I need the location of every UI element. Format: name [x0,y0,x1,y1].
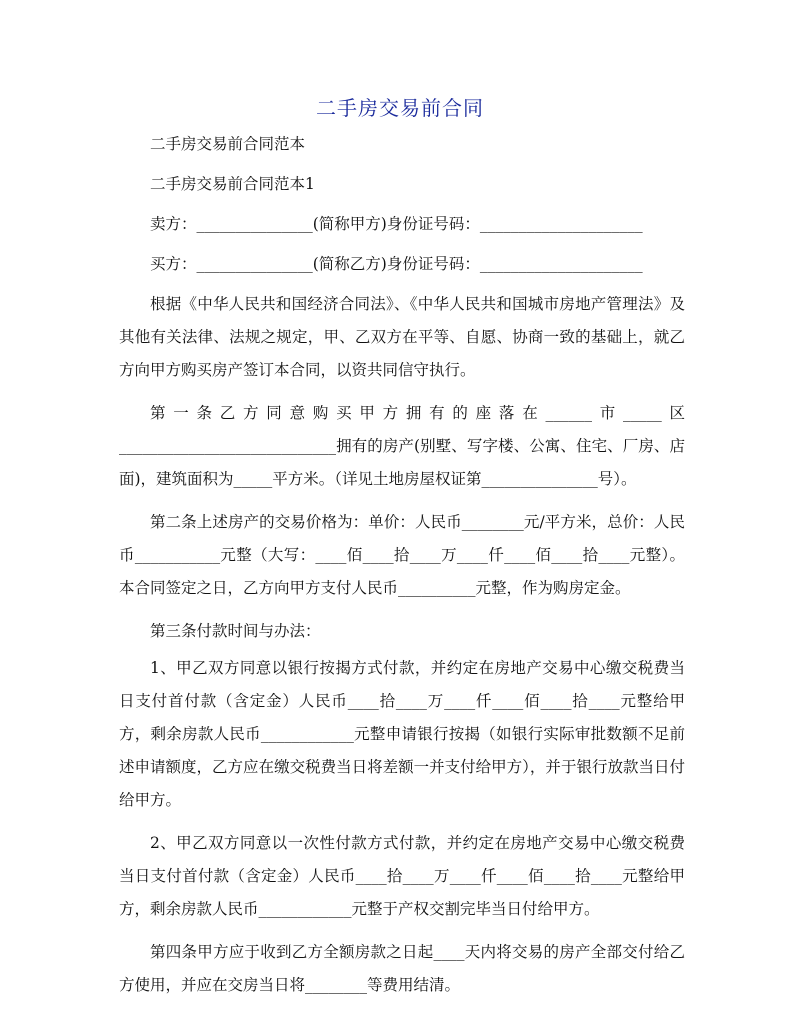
paragraph-subtitle: 二手房交易前合同范本 [150,135,306,153]
paragraph-article-3-heading: 第三条付款时间与办法： [150,622,321,640]
paragraph-article-3-item-2: 2、甲乙双方同意以一次性付款方式付款，并约定在房地产交易中心缴交税费当日支付首付款（含定金）人民币____拾____万____仟____佰____拾____元整给甲方，剩余房款人民币____________元整于产权交割完毕当日付给甲方。 [119,834,685,918]
paragraph-seller-line: 卖方：_______________(简称甲方)身份证号码：_____________________ [150,215,643,233]
paragraph-article-3-item-1: 1、甲乙双方同意以银行按揭方式付款，并约定在房地产交易中心缴交税费当日支付首付款（含定金）人民币____拾____万____仟____佰____拾____元整给甲方，剩余房款人民币____________元整申请银行按揭（如银行实际审批数额不足前述申请额度，乙方应在缴交税费当日将差额一并支付给甲方），并于银行放款当日付给甲方。 [119,659,685,809]
paragraph-buyer-line: 买方：_______________(简称乙方)身份证号码：_____________________ [150,255,643,273]
document-body [119,128,685,1012]
paragraph-article-1: 第一条乙方同意购买甲方拥有的座落在______市_____区____________________________拥有的房产(别墅、写字楼、公寓、住宅、厂房、店面)，建筑面积为_____平方米。（详见土地房屋权证第_______________号）。 [119,404,685,488]
document-title: 二手房交易前合同 [316,96,484,120]
paragraph-article-4: 第四条甲方应于收到乙方全额房款之日起____天内将交易的房产全部交付给乙方使用，并应在交房当日将________等费用结清。 [119,943,685,994]
paragraph-preamble: 根据《中华人民共和国经济合同法》、《中华人民共和国城市房地产管理法》及其他有关法律、法规之规定，甲、乙双方在平等、自愿、协商一致的基础上，就乙方向甲方购买房产签订本合同，以资共同信守执行。 [119,295,685,379]
paragraph-article-2: 第二条上述房产的交易价格为：单价：人民币________元/平方米，总价：人民币___________元整（大写：____佰____拾____万____仟____佰____拾____元整）。本合同签定之日，乙方向甲方支付人民币__________元整，作为购房定金。 [119,513,685,597]
paragraph-template-number: 二手房交易前合同范本1 [150,175,315,193]
